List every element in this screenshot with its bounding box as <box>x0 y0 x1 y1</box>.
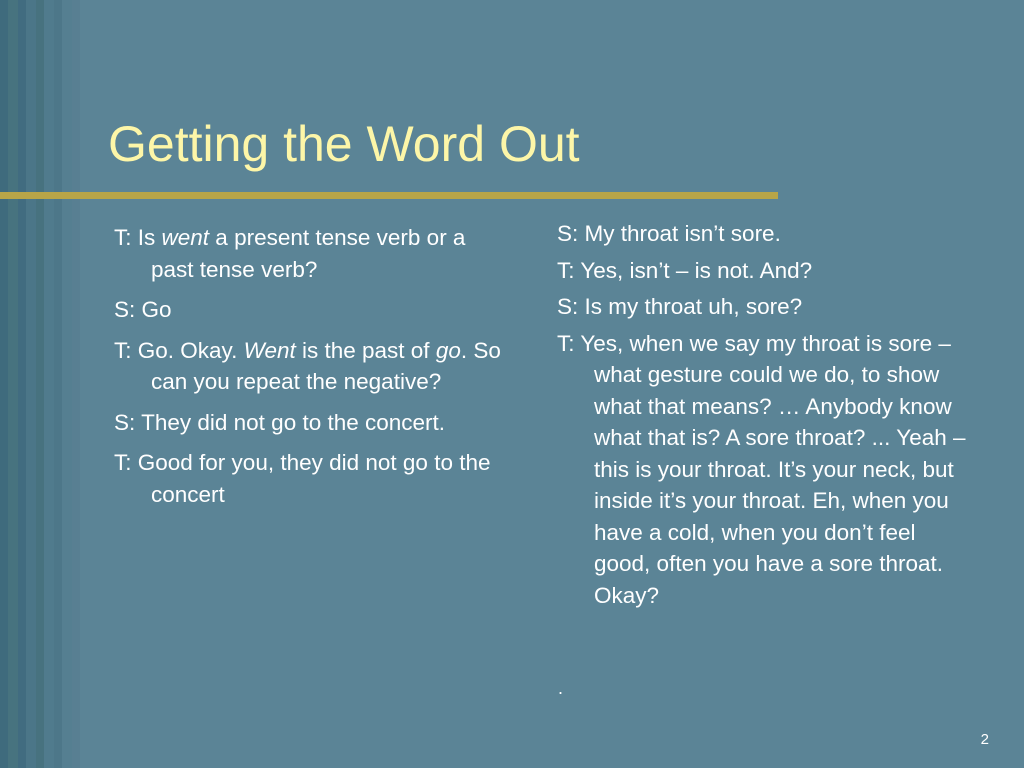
italic-word: go <box>435 337 461 363</box>
line-text: a present tense verb or a past tense verb? <box>151 225 466 282</box>
slide-title: Getting the Word Out <box>108 116 580 172</box>
italic-word: Went <box>243 337 296 363</box>
dialogue-line: S: They did not go to the concert. <box>114 409 446 435</box>
dialogue-line: T: Good for you, they did not go to the concert <box>114 450 491 507</box>
trailing-period: . <box>558 678 564 698</box>
dialogue-line: S: Go <box>114 297 172 322</box>
italic-word: went <box>161 225 210 250</box>
title-underline-rule <box>0 192 778 199</box>
page-number: 2 <box>980 731 989 748</box>
line-text: . So can you repeat the negative? <box>151 337 501 394</box>
right-dialogue-column <box>557 218 967 616</box>
dialogue-line <box>114 222 514 285</box>
dialogue-line: T: Yes, when we say my throat is sore – what gesture could we do, to show what that means? … Anybody know what that is? A sore throat? ... Yeah – this is your throat. It’s your neck, but inside it’s your throat. Eh, when you have a cold, when you don’t feel good, often you have a sore throat. Okay? <box>557 330 966 608</box>
line-text: is the past of <box>295 337 436 363</box>
dialogue-line <box>114 335 514 398</box>
line-text: T: Is <box>114 225 162 250</box>
decorative-stripes <box>0 0 80 768</box>
line-text: T: Go. Okay. <box>114 337 244 363</box>
left-dialogue-column <box>114 222 514 519</box>
dialogue-line: T: Yes, isn’t – is not. And? <box>557 257 813 283</box>
dialogue-line: S: My throat isn’t sore. <box>557 221 781 246</box>
dialogue-line: S: Is my throat uh, sore? <box>557 294 803 319</box>
